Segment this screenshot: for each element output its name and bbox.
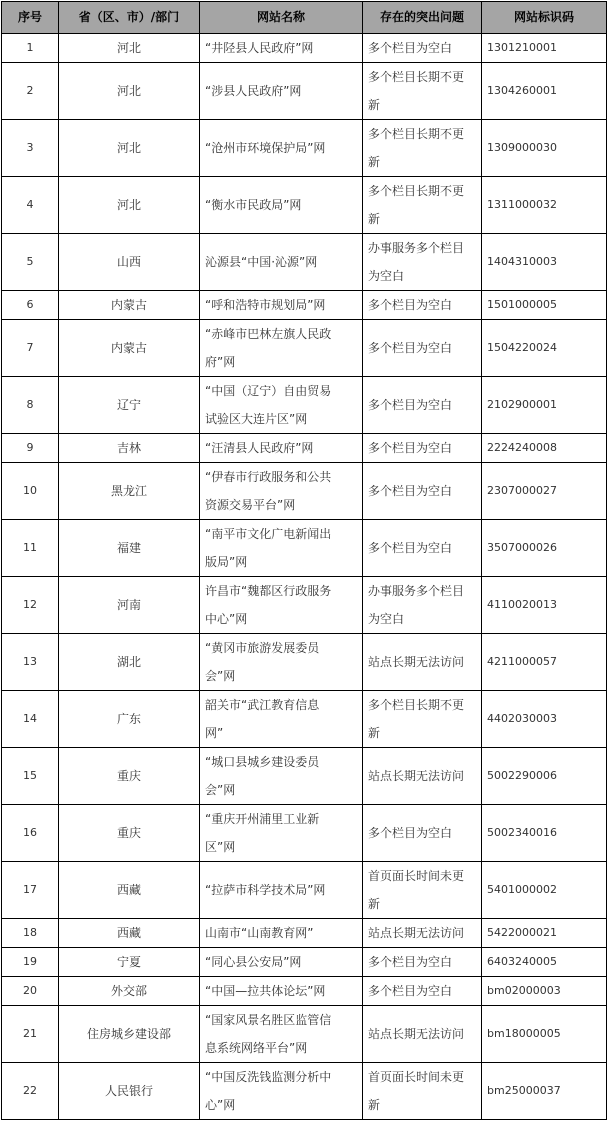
table-row (2, 948, 607, 977)
table-row (2, 177, 607, 234)
row-province: 辽宁 (59, 377, 200, 434)
row-province: 福建 (59, 520, 200, 577)
table-row (2, 1006, 607, 1063)
row-province: 内蒙古 (59, 291, 200, 320)
row-problem-line: 为空白 (368, 612, 405, 626)
row-index: 20 (2, 977, 59, 1006)
table-row (2, 748, 607, 805)
table-row (2, 919, 607, 948)
header-problem: 存在的突出问题 (363, 2, 482, 34)
row-problem (363, 434, 482, 463)
row-province: 人民银行 (59, 1063, 200, 1120)
row-problem (363, 377, 482, 434)
row-site-code: 1301210001 (482, 34, 607, 63)
row-site-name-line: 许昌市“魏都区行政服务 (205, 584, 332, 598)
row-site-name (200, 434, 363, 463)
row-index: 12 (2, 577, 59, 634)
row-site-code: bm25000037 (482, 1063, 607, 1120)
row-problem-line: 多个栏目长期不更 (368, 184, 465, 198)
row-site-name-line: “城口县城乡建设委员 (205, 755, 320, 769)
row-index: 19 (2, 948, 59, 977)
row-problem (363, 120, 482, 177)
row-problem-line: 多个栏目为空白 (368, 341, 453, 355)
row-problem (363, 320, 482, 377)
row-problem-line: 多个栏目长期不更 (368, 70, 465, 84)
row-problem-line: 多个栏目长期不更 (368, 698, 465, 712)
row-province: 西藏 (59, 862, 200, 919)
row-province: 外交部 (59, 977, 200, 1006)
row-site-name-line: “国家风景名胜区监管信 (205, 1013, 332, 1027)
table-row (2, 120, 607, 177)
row-site-name-line: “中国反洗钱监测分析中 (205, 1070, 332, 1084)
row-problem-line: 新 (368, 726, 381, 740)
row-problem-line: 多个栏目为空白 (368, 298, 453, 312)
row-site-code: 1501000005 (482, 291, 607, 320)
row-problem-line: 新 (368, 1098, 381, 1112)
header-index: 序号 (2, 2, 59, 34)
row-province: 黑龙江 (59, 463, 200, 520)
row-site-name-line: “沧州市环境保护局”网 (205, 141, 326, 155)
row-problem (363, 919, 482, 948)
row-index: 17 (2, 862, 59, 919)
table-row (2, 434, 607, 463)
row-site-code: 1504220024 (482, 320, 607, 377)
row-site-code: 4211000057 (482, 634, 607, 691)
row-site-name (200, 1063, 363, 1120)
row-index: 1 (2, 34, 59, 63)
row-site-name-line: “涉县人民政府”网 (205, 84, 302, 98)
row-site-name-line: “井陉县人民政府”网 (205, 41, 314, 55)
row-site-name (200, 1006, 363, 1063)
row-province: 山西 (59, 234, 200, 291)
row-province: 内蒙古 (59, 320, 200, 377)
row-problem (363, 1063, 482, 1120)
table-row (2, 377, 607, 434)
row-site-code: 2102900001 (482, 377, 607, 434)
row-problem (363, 234, 482, 291)
header-row (2, 2, 607, 34)
row-site-name-line: “拉萨市科学技术局”网 (205, 883, 326, 897)
row-site-code: 4402030003 (482, 691, 607, 748)
row-site-code: bm18000005 (482, 1006, 607, 1063)
row-site-name-line: 区”网 (205, 840, 236, 854)
row-site-name (200, 463, 363, 520)
row-site-name (200, 177, 363, 234)
row-site-name-line: 网” (205, 726, 224, 740)
row-problem-line: 多个栏目为空白 (368, 398, 453, 412)
row-site-code: 4110020013 (482, 577, 607, 634)
row-problem (363, 520, 482, 577)
row-problem (363, 463, 482, 520)
row-site-name-line: 沁源县“中国·沁源”网 (205, 255, 318, 269)
row-site-name-line: 会”网 (205, 669, 236, 683)
row-site-name (200, 634, 363, 691)
row-province: 住房城乡建设部 (59, 1006, 200, 1063)
row-problem-line: 办事服务多个栏目 (368, 584, 465, 598)
row-site-name (200, 805, 363, 862)
row-site-name-line: “呼和浩特市规划局”网 (205, 298, 326, 312)
row-site-name-line: “汪清县人民政府”网 (205, 441, 314, 455)
row-problem-line: 站点长期无法访问 (368, 1027, 465, 1041)
row-site-code: 1311000032 (482, 177, 607, 234)
row-problem-line: 多个栏目为空白 (368, 984, 453, 998)
table-row (2, 577, 607, 634)
row-problem (363, 1006, 482, 1063)
row-site-name (200, 377, 363, 434)
table-row (2, 805, 607, 862)
table-row (2, 634, 607, 691)
row-problem-line: 新 (368, 98, 381, 112)
row-province: 河北 (59, 63, 200, 120)
row-problem (363, 805, 482, 862)
row-site-name-line: 山南市“山南教育网” (205, 926, 314, 940)
row-problem-line: 新 (368, 212, 381, 226)
row-site-name (200, 577, 363, 634)
row-site-name (200, 919, 363, 948)
row-site-name-line: 心”网 (205, 1098, 236, 1112)
row-index: 16 (2, 805, 59, 862)
row-problem-line: 多个栏目为空白 (368, 41, 453, 55)
row-site-name-line: 试验区大连片区”网 (205, 412, 308, 426)
row-site-code: 6403240005 (482, 948, 607, 977)
row-province: 河南 (59, 577, 200, 634)
row-index: 18 (2, 919, 59, 948)
row-problem-line: 站点长期无法访问 (368, 769, 465, 783)
row-province: 广东 (59, 691, 200, 748)
row-problem-line: 多个栏目长期不更 (368, 127, 465, 141)
row-index: 4 (2, 177, 59, 234)
row-site-name-line: 中心”网 (205, 612, 248, 626)
header-site-code: 网站标识码 (482, 2, 607, 34)
row-site-name (200, 63, 363, 120)
row-problem (363, 691, 482, 748)
row-site-name (200, 291, 363, 320)
row-problem-line: 首页面长时间未更 (368, 869, 465, 883)
table-row (2, 320, 607, 377)
row-site-code: 3507000026 (482, 520, 607, 577)
row-site-code: 5002290006 (482, 748, 607, 805)
row-site-code: 5422000021 (482, 919, 607, 948)
row-problem-line: 多个栏目为空白 (368, 484, 453, 498)
row-site-name-line: “中国—拉共体论坛”网 (205, 984, 326, 998)
row-site-name (200, 948, 363, 977)
row-site-code: 2224240008 (482, 434, 607, 463)
row-province: 湖北 (59, 634, 200, 691)
table-row (2, 691, 607, 748)
website-problems-table (1, 1, 607, 1120)
row-problem-line: 首页面长时间未更 (368, 1070, 465, 1084)
row-problem-line: 多个栏目为空白 (368, 541, 453, 555)
row-problem-line: 站点长期无法访问 (368, 655, 465, 669)
row-index: 9 (2, 434, 59, 463)
row-problem-line: 为空白 (368, 269, 405, 283)
row-site-name (200, 120, 363, 177)
row-site-name-line: 资源交易平台”网 (205, 498, 296, 512)
row-problem-line: 多个栏目为空白 (368, 955, 453, 969)
row-site-code: 1309000030 (482, 120, 607, 177)
table-row (2, 63, 607, 120)
row-site-name-line: “黄冈市旅游发展委员 (205, 641, 320, 655)
row-province: 河北 (59, 34, 200, 63)
row-problem-line: 多个栏目为空白 (368, 826, 453, 840)
row-province: 重庆 (59, 805, 200, 862)
table-body (2, 34, 607, 1120)
row-site-name-line: 府”网 (205, 355, 236, 369)
row-site-code: bm02000003 (482, 977, 607, 1006)
row-index: 2 (2, 63, 59, 120)
table-row (2, 520, 607, 577)
table-row (2, 291, 607, 320)
row-site-name-line: “南平市文化广电新闻出 (205, 527, 332, 541)
row-site-name-line: 会”网 (205, 783, 236, 797)
row-site-name (200, 862, 363, 919)
header-site-name: 网站名称 (200, 2, 363, 34)
row-site-name (200, 520, 363, 577)
row-index: 8 (2, 377, 59, 434)
row-index: 3 (2, 120, 59, 177)
row-problem-line: 新 (368, 897, 381, 911)
table-row (2, 234, 607, 291)
row-site-name-line: “衡水市民政局”网 (205, 198, 302, 212)
row-site-name-line: “赤峰市巴林左旗人民政 (205, 327, 332, 341)
row-index: 6 (2, 291, 59, 320)
row-problem-line: 站点长期无法访问 (368, 926, 465, 940)
row-site-name-line: “中国（辽宁）自由贸易 (205, 384, 332, 398)
row-index: 7 (2, 320, 59, 377)
row-site-code: 1404310003 (482, 234, 607, 291)
header-province: 省（区、市）/部门 (59, 2, 200, 34)
row-province: 西藏 (59, 919, 200, 948)
row-problem (363, 34, 482, 63)
row-index: 10 (2, 463, 59, 520)
row-index: 22 (2, 1063, 59, 1120)
row-site-name-line: “同心县公安局”网 (205, 955, 302, 969)
row-province: 吉林 (59, 434, 200, 463)
row-site-name (200, 691, 363, 748)
table-row (2, 862, 607, 919)
row-index: 15 (2, 748, 59, 805)
row-problem (363, 634, 482, 691)
row-problem (363, 291, 482, 320)
row-problem (363, 63, 482, 120)
row-site-code: 5002340016 (482, 805, 607, 862)
row-problem (363, 862, 482, 919)
row-problem-line: 办事服务多个栏目 (368, 241, 465, 255)
row-site-code: 2307000027 (482, 463, 607, 520)
row-site-name (200, 234, 363, 291)
row-index: 13 (2, 634, 59, 691)
table-row (2, 977, 607, 1006)
table-row (2, 34, 607, 63)
row-problem (363, 577, 482, 634)
row-site-name-line: 版局”网 (205, 555, 248, 569)
row-problem-line: 新 (368, 155, 381, 169)
row-index: 5 (2, 234, 59, 291)
table-row (2, 463, 607, 520)
row-site-name-line: “伊春市行政服务和公共 (205, 470, 332, 484)
row-site-code: 1304260001 (482, 63, 607, 120)
row-site-name (200, 977, 363, 1006)
row-site-name (200, 34, 363, 63)
row-province: 重庆 (59, 748, 200, 805)
table-row (2, 1063, 607, 1120)
row-index: 14 (2, 691, 59, 748)
row-problem (363, 977, 482, 1006)
row-site-code: 5401000002 (482, 862, 607, 919)
row-index: 21 (2, 1006, 59, 1063)
row-site-name-line: “重庆开州浦里工业新 (205, 812, 320, 826)
row-site-name-line: 息系统网络平台”网 (205, 1041, 308, 1055)
row-site-name (200, 748, 363, 805)
row-problem (363, 177, 482, 234)
row-index: 11 (2, 520, 59, 577)
row-site-name (200, 320, 363, 377)
row-province: 河北 (59, 177, 200, 234)
row-problem (363, 948, 482, 977)
row-province: 河北 (59, 120, 200, 177)
row-site-name-line: 韶关市“武江教育信息 (205, 698, 320, 712)
row-province: 宁夏 (59, 948, 200, 977)
row-problem-line: 多个栏目为空白 (368, 441, 453, 455)
row-problem (363, 748, 482, 805)
